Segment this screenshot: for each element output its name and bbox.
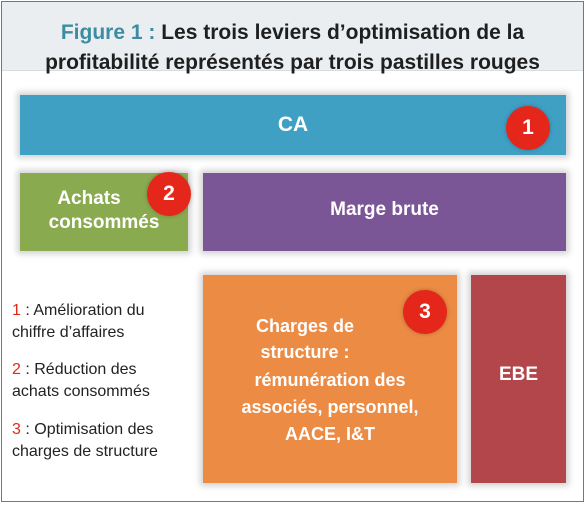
legend-number-2: 2 [12, 361, 21, 378]
legend-number-1: 1 [12, 302, 21, 319]
badge-1: 1 [506, 106, 550, 150]
badge-2: 2 [147, 172, 191, 216]
legend-text-1a: : Amélioration du [20, 302, 145, 319]
legend-text-2a: : Réduction des [20, 361, 137, 378]
legend-text-2b: achats consommés [12, 383, 150, 400]
legend-text-3a: : Optimisation des [20, 421, 154, 438]
figure-title-line2: profitabilité représentés par trois pastilles rouges [45, 51, 540, 74]
ca-label: CA [277, 113, 309, 136]
legend-text-1b: chiffre d’affaires [12, 324, 125, 341]
marge-brute-label: Marge brute [330, 199, 439, 220]
badge-3: 3 [403, 290, 447, 334]
title-box [2, 2, 583, 74]
legend-number-3: 3 [12, 421, 21, 438]
charges-line-1: Charges de [255, 316, 355, 336]
ebe-label: EBE [498, 364, 539, 385]
figure-title-text: Les trois leviers d’optimisation de la [161, 21, 525, 44]
legend-item-2 [12, 359, 150, 403]
ebe-block [471, 275, 566, 483]
legend-item-1 [12, 300, 145, 344]
ca-block [20, 95, 566, 155]
figure-title-line1 [2, 18, 583, 48]
marge-brute-block [203, 173, 566, 251]
figure-number: Figure 1 : [60, 21, 156, 44]
legend-text-3b: charges de structure [12, 443, 158, 460]
charges-line-3: rémunération des [254, 370, 406, 390]
charges-line-5: AACE, I&T [285, 424, 375, 444]
achats-label-line1: Achats [57, 188, 121, 209]
charges-line-4: associés, personnel, [241, 397, 419, 417]
charges-line-2: structure : [260, 342, 350, 362]
achats-label-line2: consommés [48, 212, 160, 233]
legend-item-3 [12, 419, 158, 463]
